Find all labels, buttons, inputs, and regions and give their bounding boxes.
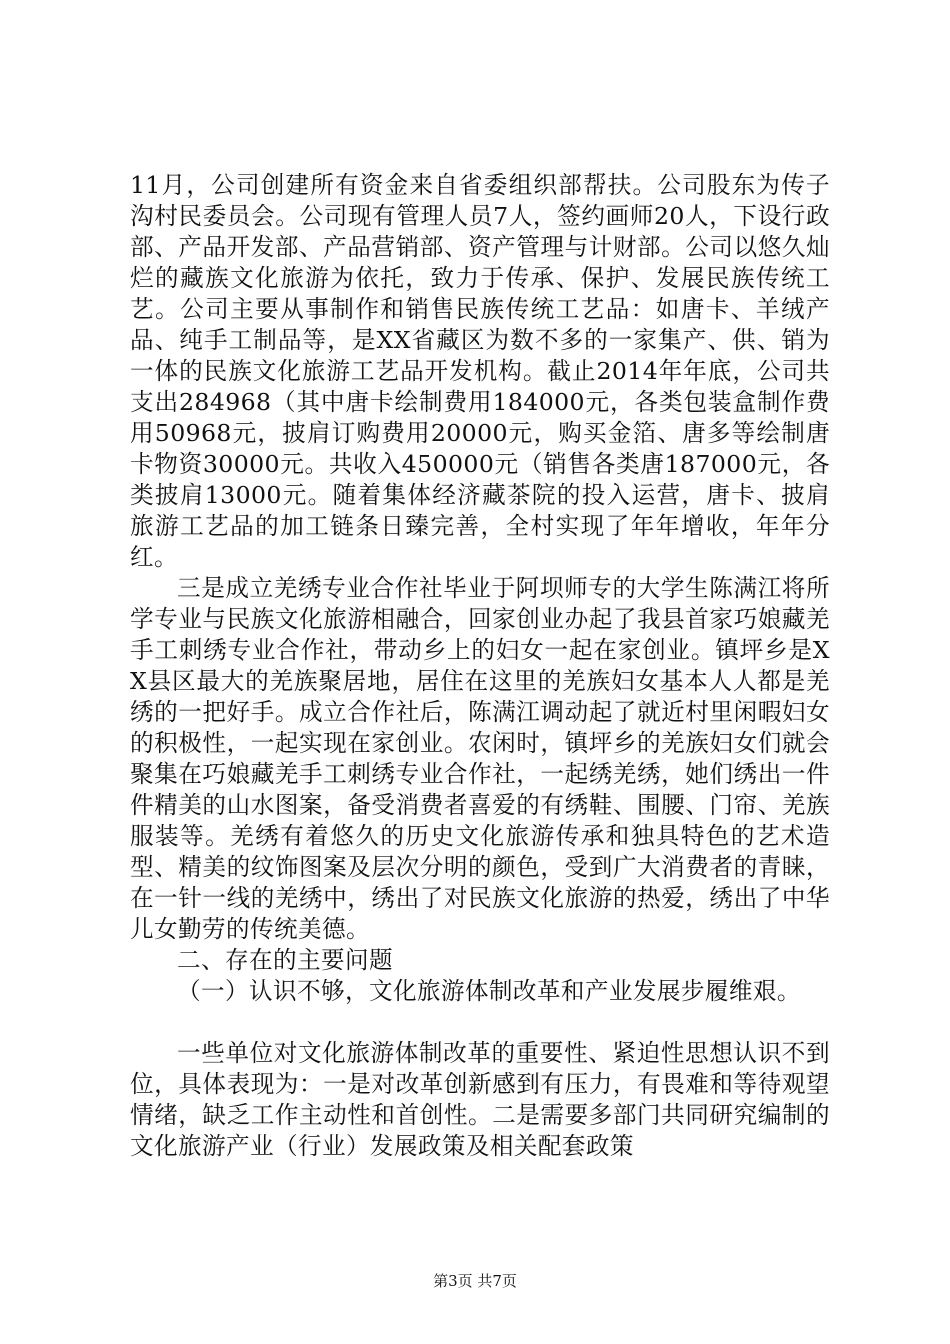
paragraph-company-intro: 11月，公司创建所有资金来自省委组织部帮扶。公司股东为传子沟村民委员会。公司现有管理人员7人，签约画师20人，下设行政部、产品开发部、产品营销部、资产管理与计财部。公司以悠久灿烂的藏族文化旅游为依托，致力于传承、保护、发展民族传统工艺。公司主要从事制作和销售民族传统工艺品：如唐卡、羊绒产品、纯手工制品等，是XX省藏区为数不多的一家集产、供、销为一体的民族文化旅游工艺品开发机构。截止2014年年底，公司共支出284968（其中唐卡绘制费用184000元，各类包装盒制作费用50968元，披肩订购费用20000元，购买金箔、唐多等绘制唐卡物资30000元。共收入450000元（销售各类唐187000元，各类披肩13000元。随着集体经济藏茶院的投入运营，唐卡、披肩旅游工艺品的加工链条日臻完善，全村实现了年年增收，年年分红。 — [130, 171, 830, 571]
subsection-heading: （一）认识不够，文化旅游体制改革和产业发展步履维艰。 — [177, 977, 801, 1005]
paragraph-embroidery-cooperative: 三是成立羌绣专业合作社毕业于阿坝师专的大学生陈满江将所学专业与民族文化旅游相融合，回家创业办起了我县首家巧娘藏羌手工刺绣专业合作社，带动乡上的妇女一起在家创业。镇坪乡是XX县区最大的羌族聚居地，居住在这里的羌族妇女基本人人都是羌绣的一把好手。成立合作社后，陈满江调动起了就近村里闲暇妇女的积极性，一起实现在家创业。农闲时，镇坪乡的羌族妇女们就会聚集在巧娘藏羌手工刺绣专业合作社，一起绣羌绣，她们绣出一件件精美的山水图案，备受消费者喜爱的有绣鞋、围腰、门帘、羌族服装等。羌绣有着悠久的历史文化旅游传承和独具特色的艺术造型、精美的纹饰图案及层次分明的颜色，受到广大消费者的青睐，在一针一线的羌绣中，绣出了对民族文化旅游的热爱，绣出了中华儿女勤劳的传统美德。 — [130, 574, 830, 943]
section-heading: 二、存在的主要问题 — [177, 946, 393, 974]
page-number-footer: 第3页 共7页 — [433, 1272, 517, 1290]
document-body — [130, 170, 830, 1162]
paragraph-awareness-issues: 一些单位对文化旅游体制改革的重要性、紧迫性思想认识不到位，具体表现为：一是对改革创新感到有压力，有畏难和等待观望情绪，缺乏工作主动性和首创性。二是需要多部门共同研究编制的文化旅游产业（行业）发展政策及相关配套政策 — [130, 1039, 830, 1160]
